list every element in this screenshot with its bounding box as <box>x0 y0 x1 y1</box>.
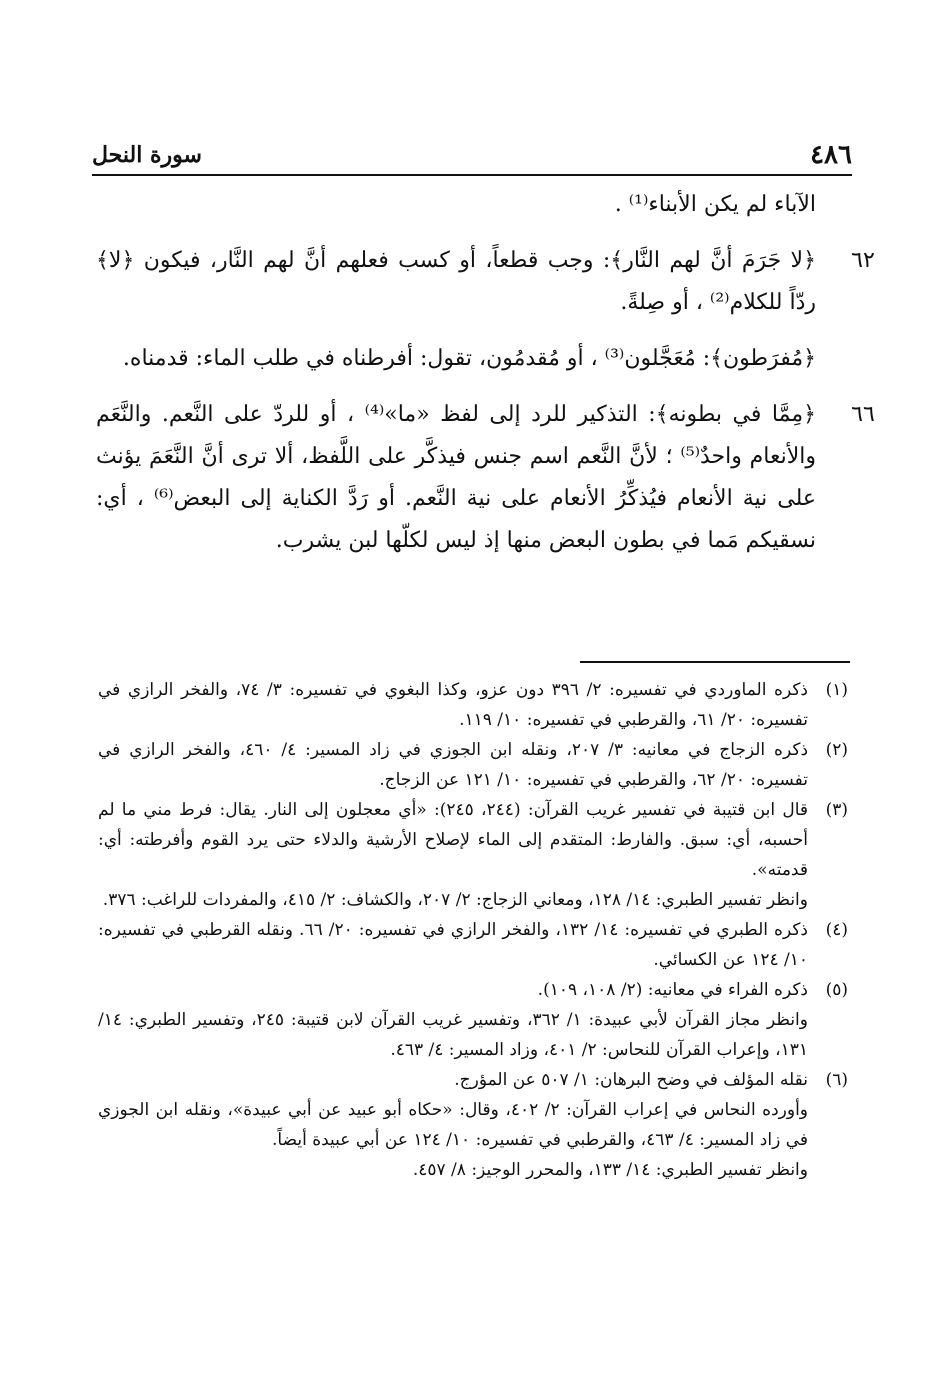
footnote-number: (٤) <box>825 920 848 940</box>
footnotes <box>98 675 848 1185</box>
page-number: ٤٨٦ <box>810 140 852 170</box>
verse-entry <box>96 240 875 380</box>
footnote-number: (١) <box>825 680 848 700</box>
commentary-paragraph: ﴿لا جَرَمَ أنَّ لهم النَّار﴾: وجب قطعاً، أو كسب فعلهم أنَّ لهم النَّار، فيكون ﴿لا﴾ ردّاً للكلام⁽²⁾ ، أو صِلةً. <box>96 248 816 315</box>
footnote-text: وانظر تفسير الطبري: ١٤/ ١٣٣، والمحرر الوجيز: ٨/ ٤٥٧. <box>412 1160 808 1180</box>
footnote-number: (٢) <box>825 740 848 760</box>
footnote-number: (٥) <box>825 980 848 1000</box>
header-rule <box>92 174 852 176</box>
footnote <box>98 915 848 975</box>
footnote-text: ذكره الطبري في تفسيره: ١٤/ ١٣٢، والفخر الرازي في تفسيره: ٢٠/ ٦٦. ونقله القرطبي في تفسيره: ١٠/ ١٢٤ عن الكسائي. <box>98 920 809 970</box>
footnote-text: قال ابن قتيبة في تفسير غريب القرآن: (٢٤٤، ٢٤٥): «أي معجلون إلى النار. يقال: فرط مني ما لم أحسبه، أي: سبق. والفارط: المتقدم إلى الماء لإصلاح الأرشية والدلاء حتى يرد القوم وأفرطته: أي: قدمته». <box>98 800 808 880</box>
continuation-text: الآباء لم يكن الأبناء⁽¹⁾ . <box>614 192 816 217</box>
footnote <box>98 735 848 795</box>
commentary-paragraph: ﴿مِمَّا في بطونه﴾: التذكير للرد إلى لفظ «ما»⁽⁴⁾ ، أو للردّ على النَّعم. والنَّعَم والأنعام واحدٌ⁽⁵⁾ ؛ لأنَّ النَّعم اسم جنس فيذكَّر على اللَّفظ، ألا ترى أنَّ النَّعَمَ يؤنث على نية الأنعام فيُذكِّرُ الأنعام على نية النَّعم. أو رَدَّ الكناية إلى البعض⁽⁶⁾ ، أي: نسقيكم مَما في بطون البعض منها إذ ليس لكلّها لبن يشرب. <box>96 402 817 553</box>
footnote-separator <box>580 661 850 663</box>
footnote <box>98 1065 848 1185</box>
footnote-text: وانظر مجاز القرآن لأبي عبيدة: ١/ ٣٦٢، وتفسير غريب القرآن لابن قتيبة: ٢٤٥، وتفسير الطبري: ١٤/ ١٣١، وإعراب القرآن للنحاس: ٢/ ٤٠١، وزاد المسير: ٤/ ٤٦٣. <box>98 1010 808 1060</box>
commentary-paragraph: ﴿مُفرَطون﴾: مُعَجَّلون⁽³⁾ ، أو مُقدمُون، تقول: أفرطناه في طلب الماء: قدمناه. <box>122 346 816 371</box>
footnote-text: ذكره الماوردي في تفسيره: ٢/ ٣٩٦ دون عزو، وكذا البغوي في تفسيره: ٣/ ٧٤، والفخر الرازي في تفسيره: ٢٠/ ٦١، والقرطبي في تفسيره: ١٠/ ١١٩. <box>98 680 808 730</box>
footnote <box>98 675 848 735</box>
footnote <box>98 975 848 1065</box>
surah-title: سورة النحل <box>92 142 202 168</box>
footnote-text: ذكره الزجاج في معانيه: ٣/ ٢٠٧، ونقله ابن الجوزي في زاد المسير: ٤/ ٤٦٠، والفخر الرازي في تفسيره: ٢٠/ ٦٢، والقرطبي في تفسيره: ١٠/ ١٢١ عن الزجاج. <box>98 740 809 790</box>
verse-number: ٦٦ <box>851 402 875 427</box>
footnote <box>98 795 848 915</box>
footnote-text: وانظر تفسير الطبري: ١٤/ ١٢٨، ومعاني الزجاج: ٢/ ٢٠٧، والكشاف: ٢/ ٤١٥، والمفردات للراغب: ٣٧٦. <box>102 890 808 910</box>
verse-entry <box>96 394 875 562</box>
footnote-text: ذكره الفراء في معانيه: (٢/ ١٠٨، ١٠٩). <box>537 980 808 1000</box>
running-header <box>92 140 852 174</box>
footnote-text: وأورده النحاس في إعراب القرآن: ٢/ ٤٠٢، وقال: «حكاه أبو عبيد عن أبي عبيدة»، ونقله ابن الجوزي في زاد المسير: ٤/ ٤٦٣، والقرطبي في تفسيره: ١٠/ ١٢٤ عن أبي عبيدة أيضاً. <box>98 1100 809 1150</box>
footnote-number: (٣) <box>825 800 848 820</box>
footnote-text: نقله المؤلف في وضح البرهان: ١/ ٥٠٧ عن المؤرج. <box>454 1070 808 1090</box>
verse-number: ٦٢ <box>851 248 875 273</box>
footnote-number: (٦) <box>825 1070 848 1090</box>
main-text <box>96 184 875 576</box>
